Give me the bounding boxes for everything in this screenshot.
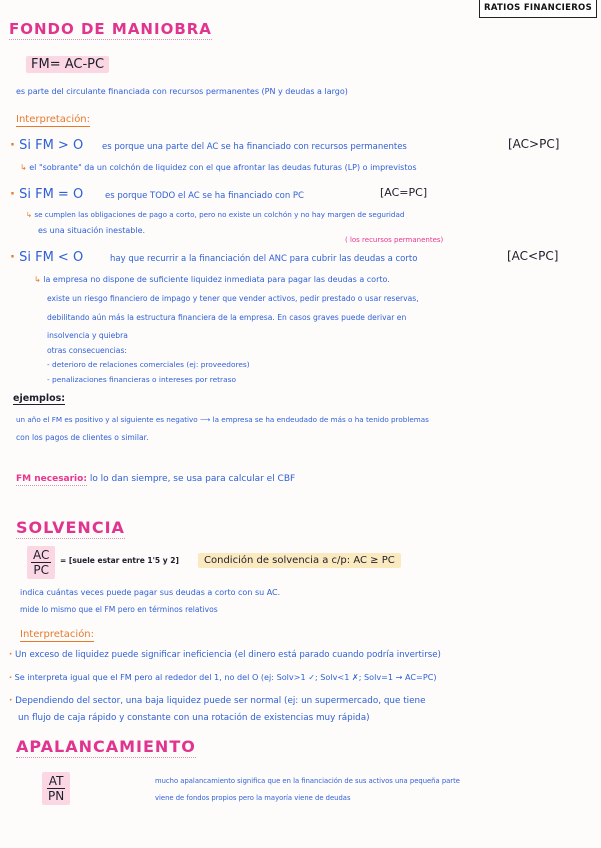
solvencia-item3a: Dependiendo del sector, una baja liquidez puede ser normal (ej: un supermercado, que tiene (15, 696, 426, 706)
case2-sub-row (26, 210, 404, 219)
case2-condition: Si FM = O (19, 187, 84, 202)
section-title-solvencia: SOLVENCIA (16, 518, 125, 537)
bullet-icon: · (9, 672, 13, 682)
solvencia-fraction (27, 546, 55, 579)
case2-sub2: es una situación inestable. (38, 226, 146, 235)
solvencia-item1: Un exceso de liquidez puede significar ineficiencia (el dinero está parado cuando podría invertirse) (15, 650, 441, 660)
fm-necesario-label: FM necesario: (16, 474, 87, 484)
solvencia-desc2: mide lo mismo que el FM pero en términos relativos (20, 605, 218, 614)
apalancamiento-fraction (42, 772, 70, 805)
solvencia-interp-label: Interpretación: (20, 629, 95, 640)
fm-formula: FM= AC-PC (26, 56, 109, 73)
hook-arrow-icon: ↳ (20, 163, 27, 172)
fraction-numerator: AC (33, 548, 50, 562)
case3-row (10, 250, 83, 265)
case3-note: ( los recursos permanentes) (345, 236, 444, 244)
solvencia-item2: Se interpreta igual que el FM pero al rededor del 1, no del O (ej: Solv>1 ✓; Solv<1 ✗; Solv=1 → AC=PC) (14, 672, 437, 682)
case1-sub: el "sobrante" da un colchón de liquidez con el que afrontar las deudas futuras (LP) o imprevistos (29, 163, 417, 172)
ejemplos-label: ejemplos: (13, 393, 66, 404)
fraction-denominator: PN (48, 789, 65, 803)
hook-arrow-icon: ↳ (26, 210, 33, 219)
fm-definition: es parte del circulante financiada con recursos permanentes (PN y deudas a largo) (16, 87, 348, 96)
apalancamiento-desc1: mucho apalancamiento significa que en la financiación de sus activos una pequeña parte (155, 777, 460, 785)
bullet-icon: · (9, 696, 13, 706)
section-title-fondo: FONDO DE MANIOBRA (9, 20, 212, 38)
case3-sub3: debilitando aún más la estructura financiera de la empresa. En casos graves puede derivar en (47, 313, 407, 322)
document-tag: RATIOS FINANCIEROS (479, 0, 597, 18)
fraction (42, 772, 70, 805)
fm-interp-label: Interpretación: (16, 114, 91, 125)
fm-necesario-row (16, 474, 295, 484)
fraction-numerator: AT (48, 774, 64, 788)
ejemplo-line2: con los pagos de clientes o similar. (16, 433, 149, 442)
solvencia-item1-row (9, 650, 441, 660)
fraction-denominator: PC (33, 563, 49, 577)
bullet-icon: · (10, 138, 15, 153)
case3-sub-row (34, 275, 390, 284)
solvencia-range: = [suele estar entre 1'5 y 2] (60, 556, 179, 565)
apalancamiento-desc2: viene de fondos propios pero la mayoría viene de deudas (155, 794, 351, 802)
bullet-icon: · (10, 187, 15, 202)
case3-sub7: - penalizaciones financieras o intereses por retraso (47, 375, 236, 384)
case2-sub1: se cumplen las obligaciones de pago a corto, pero no existe un colchón y no hay margen de seguridad (34, 210, 405, 219)
case1-sub-row (20, 163, 417, 172)
case1-row (10, 138, 83, 153)
case2-row (10, 187, 83, 202)
case1-box: [AC>PC] (508, 137, 560, 151)
solvencia-desc1: indica cuántas veces puede pagar sus deudas a corto con su AC. (20, 588, 281, 597)
case3-sub2: existe un riesgo financiero de impago y tener que vender activos, pedir prestado o usar reservas, (47, 294, 419, 303)
solvencia-item3b: un flujo de caja rápido y constante con una rotación de existencias muy rápida) (18, 713, 370, 723)
case3-sub6: - deterioro de relaciones comerciales (ej: proveedores) (47, 360, 250, 369)
case2-box: [AC=PC] (380, 186, 428, 199)
solvencia-item2-row (9, 672, 437, 682)
case3-condition: Si FM < O (19, 250, 84, 265)
solvencia-item3-row (9, 696, 425, 706)
section-title-apalancamiento: APALANCAMIENTO (16, 737, 196, 756)
fraction (27, 546, 55, 579)
ejemplo-line1: un año el FM es positivo y al siguiente es negativo ⟶ la empresa se ha endeudado de más o ha tenido problemas (16, 415, 429, 424)
case1-text: es porque una parte del AC se ha financiado con recursos permanentes (102, 142, 407, 152)
case2-text: es porque TODO el AC se ha financiado con PC (105, 191, 304, 201)
case3-sub1: la empresa no dispone de suficiente liquidez inmediata para pagar las deudas a corto. (43, 275, 390, 284)
fm-necesario-text: lo lo dan siempre, se usa para calcular el CBF (89, 474, 296, 484)
hook-arrow-icon: ↳ (34, 275, 41, 284)
bullet-icon: · (10, 250, 15, 265)
solvencia-condition: Condición de solvencia a c/p: AC ≥ PC (198, 553, 401, 568)
case1-condition: Si FM > O (19, 138, 84, 153)
bullet-icon: · (9, 650, 13, 660)
case3-sub4: insolvencia y quiebra (47, 331, 128, 340)
case3-text: hay que recurrir a la financiación del ANC para cubrir las deudas a corto (110, 254, 418, 264)
case3-box: [AC<PC] (507, 249, 559, 263)
case3-sub5: otras consecuencias: (47, 346, 127, 355)
